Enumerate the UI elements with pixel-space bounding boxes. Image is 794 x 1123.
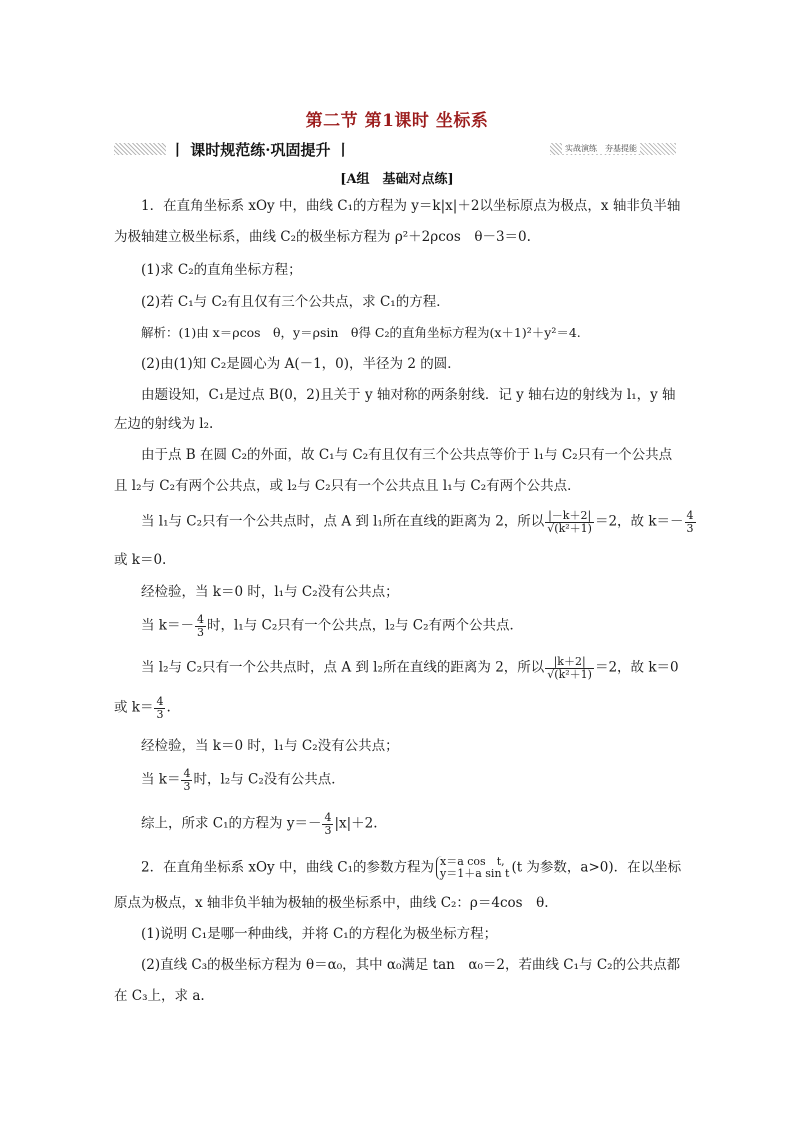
fraction-numerator: 4 (183, 767, 191, 780)
text-segment: (t 为参数，a>0)．在以坐标 (511, 859, 682, 876)
question-2: (2)若 C₁与 C₂有且仅有三个公共点，求 C₁的方程． (141, 294, 450, 310)
problem-1-line-2: 为极轴建立极坐标系，曲线 C₂的极坐标方程为 ρ²＋2ρcos θ－3＝0. (114, 229, 531, 245)
solution-line-5: 由于点 B 在圆 C₂的外面，故 C₁与 C₂有且仅有三个公共点等价于 l₁与 C₂只有一个公共点 (141, 447, 673, 463)
solution-conclusion (141, 812, 707, 836)
text-segment: 2．在直角坐标系 xOy 中，曲线 C₁的参数方程为 (141, 859, 435, 876)
solution-line-4: 左边的射线为 l₂. (114, 416, 214, 432)
problem-2-line-2: 原点为极点，x 轴非负半轴为极轴的极坐标系中，曲线 C₂：ρ＝4cos θ. (114, 895, 549, 911)
fraction-denominator: 3 (686, 521, 694, 535)
solution-part-1: 解析：(1)由 x＝ρcos θ，y＝ρsin θ得 C₂的直角坐标方程为(x＋1)²＋y²＝4. (141, 325, 581, 340)
text-segment: 当 l₁与 C₂只有一个公共点时，点 A 到 l₁所在直线的距离为 2，所以 (141, 513, 545, 530)
fraction-four-thirds (181, 768, 192, 792)
fraction-four-thirds (322, 812, 333, 836)
group-heading: [A组 基础对点练] (340, 172, 454, 187)
problem-2-question-2: (2)直线 C₃的极坐标方程为 θ＝α₀，其中 α₀满足 tan α₀＝2，若曲线 C₁与 C₂的公共点都 (141, 957, 681, 973)
problem-1-line-1: 1．在直角坐标系 xOy 中，曲线 C₁的方程为 y＝k|x|＋2以坐标原点为极点，x 轴非负半轴 (141, 198, 681, 214)
solution-line-11 (141, 656, 707, 680)
text-segment: 当 l₂与 C₂只有一个公共点时，点 A 到 l₂所在直线的距离为 2，所以 (141, 659, 545, 676)
fraction-denominator: √(k²＋1) (547, 521, 592, 535)
fraction-four-thirds (685, 510, 696, 534)
problem-2-line-1 (141, 856, 707, 880)
fraction-four-thirds (195, 614, 206, 638)
text-segment: |x|＋2. (334, 815, 378, 832)
solution-line-12 (114, 696, 680, 720)
problem-2-question-1: (1)说明 C₁是哪一种曲线，并将 C₁的方程化为极坐标方程； (141, 926, 498, 942)
solution-line-10 (141, 614, 707, 638)
system-line-top: x＝a cos t, (440, 855, 505, 868)
text-segment: ＝2，故 k＝0 (594, 659, 679, 676)
fraction-numerator: 4 (324, 811, 332, 824)
problem-2-question-2-cont: 在 C₃上，求 a. (114, 988, 205, 1004)
text-segment: 时，l₂与 C₂没有公共点． (193, 771, 345, 788)
solution-line-3: 由题设知，C₁是过点 B(0，2)且关于 y 轴对称的两条射线．记 y 轴右边的射线为 l₁，y 轴 (141, 387, 676, 403)
fraction-numerator: |－k＋2| (545, 510, 594, 523)
banner-hatch-left (114, 143, 166, 155)
fraction-denominator: 3 (183, 779, 191, 793)
fraction-numerator: |k＋2| (545, 656, 594, 669)
solution-line-9: 经检验，当 k＝0 时，l₁与 C₂没有公共点； (141, 584, 399, 600)
parametric-system (436, 856, 509, 880)
solution-line-8: 或 k＝0. (114, 552, 167, 568)
fraction-numerator: 4 (156, 695, 164, 708)
fraction-denominator: √(k²＋1) (547, 667, 592, 681)
text-segment: 当 k＝－ (141, 617, 194, 634)
banner-note: 实战演练 夯基提能 (562, 143, 640, 154)
distance-fraction-2 (545, 656, 594, 680)
solution-part-2: (2)由(1)知 C₂是圆心为 A(－1，0)，半径为 2 的圆． (141, 356, 461, 372)
solution-line-7 (141, 510, 707, 534)
solution-line-13: 经检验，当 k＝0 时，l₁与 C₂没有公共点； (141, 738, 399, 754)
fraction-denominator: 3 (324, 823, 332, 837)
banner-label: 丨 课时规范练·巩固提升 丨 (170, 141, 351, 159)
system-line-bottom: y＝1＋a sin t (440, 867, 510, 881)
fraction-numerator: 4 (196, 613, 204, 626)
text-segment: ＝2，故 k＝－ (594, 513, 684, 530)
text-segment: 时，l₁与 C₂只有一个公共点，l₂与 C₂有两个公共点． (206, 617, 524, 634)
solution-line-6: 且 l₂与 C₂有两个公共点，或 l₂与 C₂只有一个公共点且 l₁与 C₂有两个公共点． (114, 478, 581, 494)
fraction-denominator: 3 (156, 707, 164, 721)
page-title: 第二节 第1课时 坐标系 (305, 111, 489, 131)
distance-fraction-1 (545, 510, 594, 534)
fraction-denominator: 3 (196, 625, 204, 639)
fraction-four-thirds (154, 696, 165, 720)
section-banner (114, 140, 676, 158)
text-segment: 当 k＝ (141, 771, 181, 788)
text-segment: . (166, 699, 171, 716)
question-1: (1)求 C₂的直角坐标方程； (141, 262, 302, 278)
fraction-numerator: 4 (686, 509, 694, 522)
text-segment: 综上，所求 C₁的方程为 y＝－ (141, 815, 322, 832)
solution-line-14 (141, 768, 707, 792)
text-segment: 或 k＝ (114, 699, 154, 716)
